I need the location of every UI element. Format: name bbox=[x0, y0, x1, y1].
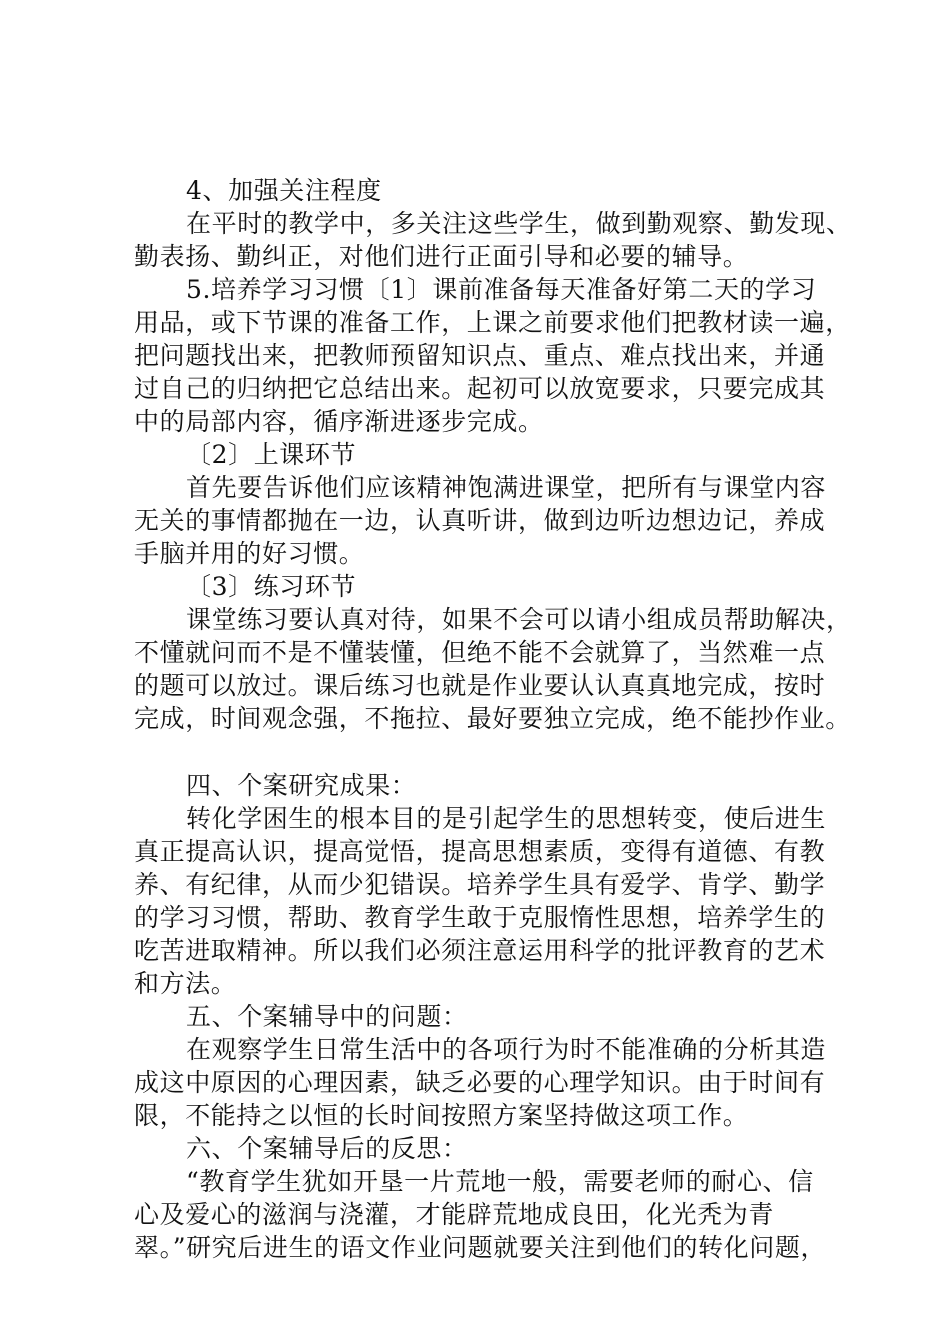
paragraph-line: 的题可以放过。课后练习也就是作业要认认真真地完成，按时 bbox=[134, 671, 826, 700]
paragraph-line: 用品，或下节课的准备工作，上课之前要求他们把教材读一遍， bbox=[134, 308, 851, 337]
paragraph-line: 翠。”研究后进生的语文作业问题就要关注到他们的转化问题， bbox=[134, 1233, 827, 1262]
heading-5-study-habits: 5.培养学习习惯〔1〕课前准备每天准备好第二天的学习 bbox=[186, 275, 817, 304]
paragraph-line: 心及爱心的滋润与浇灌，才能辟荒地成良田，化光秃为青 bbox=[134, 1200, 775, 1229]
paragraph-line: 勤表扬、勤纠正，对他们进行正面引导和必要的辅导。 bbox=[134, 242, 749, 271]
paragraph-line: 和方法。 bbox=[134, 969, 237, 998]
subheading-class-session: 〔2〕上课环节 bbox=[186, 440, 357, 469]
paragraph-line: 真正提高认识，提高觉悟，提高思想素质，变得有道德、有教 bbox=[134, 837, 826, 866]
paragraph-line: 把问题找出来，把教师预留知识点、重点、难点找出来，并通 bbox=[134, 341, 826, 370]
paragraph-line: 的学习习惯，帮助、教育学生敢于克服惰性思想，培养学生的 bbox=[134, 903, 826, 932]
paragraph-line: 完成，时间观念强，不拖拉、最好要独立完成，绝不能抄作业。 bbox=[134, 704, 851, 733]
paragraph-line: 限，不能持之以恒的长时间按照方案坚持做这项工作。 bbox=[134, 1101, 749, 1130]
section-heading-reflection: 六、个案辅导后的反思： bbox=[186, 1134, 468, 1163]
paragraph-line: 成这中原因的心理因素，缺乏必要的心理学知识。由于时间有 bbox=[134, 1068, 826, 1097]
subheading-practice-session: 〔3〕练习环节 bbox=[186, 572, 357, 601]
heading-4-attention: 4、加强关注程度 bbox=[186, 176, 382, 205]
paragraph-line: 吃苦进取精神。所以我们必须注意运用科学的批评教育的艺术 bbox=[134, 936, 826, 965]
paragraph-line: 转化学困生的根本目的是引起学生的思想转变，使后进生 bbox=[186, 804, 827, 833]
section-heading-counseling-problems: 五、个案辅导中的问题： bbox=[186, 1002, 468, 1031]
paragraph-line: 课堂练习要认真对待，如果不会可以请小组成员帮助解决， bbox=[186, 605, 852, 634]
paragraph-line: 在观察学生日常生活中的各项行为时不能准确的分析其造 bbox=[186, 1035, 827, 1064]
paragraph-line: “教育学生犹如开垦一片荒地一般，需要老师的耐心、信 bbox=[186, 1167, 814, 1196]
paragraph-line: 养、有纪律，从而少犯错误。培养学生具有爱学、肯学、勤学 bbox=[134, 870, 826, 899]
paragraph-line: 手脑并用的好习惯。 bbox=[134, 539, 365, 568]
paragraph-line: 首先要告诉他们应该精神饱满进课堂，把所有与课堂内容 bbox=[186, 473, 827, 502]
paragraph-line: 中的局部内容，循序渐进逐步完成。 bbox=[134, 407, 544, 436]
paragraph-line: 不懂就问而不是不懂装懂，但绝不能不会就算了，当然难一点 bbox=[134, 638, 826, 667]
paragraph-line: 无关的事情都抛在一边，认真听讲，做到边听边想边记，养成 bbox=[134, 506, 826, 535]
paragraph-line: 在平时的教学中，多关注这些学生，做到勤观察、勤发现、 bbox=[186, 209, 852, 238]
section-heading-research-results: 四、个案研究成果： bbox=[186, 771, 417, 800]
paragraph-line: 过自己的归纳把它总结出来。起初可以放宽要求，只要完成其 bbox=[134, 374, 826, 403]
